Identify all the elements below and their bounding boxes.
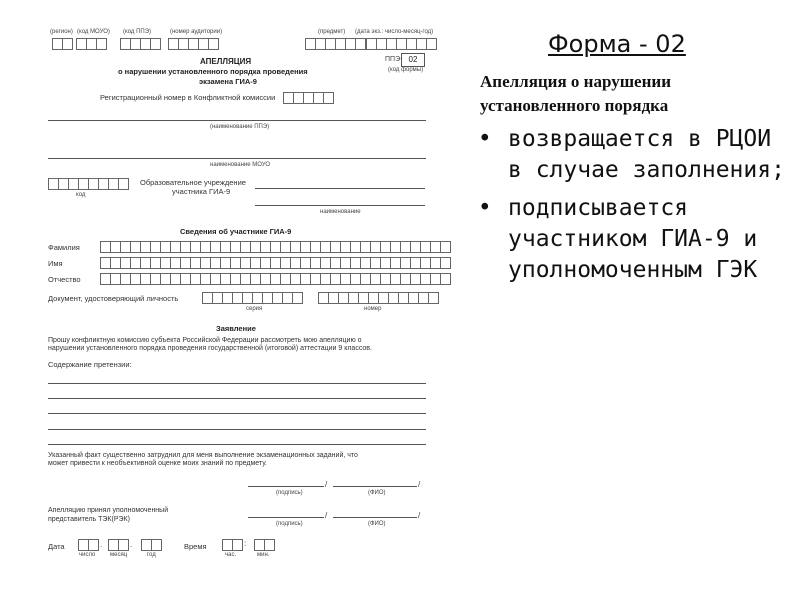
- participant-signature-label: (подпись): [276, 490, 303, 496]
- time-label: Время: [184, 542, 207, 551]
- year-boxes[interactable]: [141, 539, 161, 551]
- day-boxes[interactable]: [78, 539, 98, 551]
- ppe-name-line[interactable]: [48, 120, 426, 121]
- fact-text-line2: может привести к необъективной оценке моих знаний по предмету.: [48, 460, 267, 467]
- exam-date-boxes[interactable]: [366, 38, 436, 50]
- slide-bullet-list: [478, 124, 788, 293]
- reg-number-label: Регистрационный номер в Конфликтной комиссии: [100, 93, 276, 102]
- edu-name-label: наименование: [320, 209, 361, 215]
- form-title-line3: экзамена ГИА-9: [199, 77, 257, 86]
- claim-line-3[interactable]: [48, 413, 426, 414]
- subject-boxes[interactable]: [305, 38, 365, 50]
- fact-text-line1: Указанный факт существенно затруднил для меня выполнение экзаменационных заданий, что: [48, 452, 358, 459]
- claim-content-label: Содержание претензии:: [48, 360, 132, 369]
- firstname-boxes[interactable]: [100, 257, 450, 269]
- form-code-box: 02: [401, 53, 425, 67]
- header-moyo-label: (код МОУО): [77, 29, 110, 35]
- form-code-label: (код формы): [388, 67, 424, 73]
- ppe-boxes[interactable]: [120, 38, 160, 50]
- bullet-signed-by: • подписывается участником ГИА-9 и уполномоченным ГЭК: [478, 193, 788, 286]
- participant-signature-line[interactable]: [248, 486, 324, 487]
- patronymic-label: Отчество: [48, 275, 81, 284]
- ppe-name-label: (наименование ППЭ): [210, 124, 270, 130]
- statement-text-line1: Прошу конфликтную комиссию субъекта Российской Федерации рассмотреть мою апелляцию о: [48, 337, 362, 344]
- header-room-label: (номер аудитории): [170, 29, 223, 35]
- claim-line-4[interactable]: [48, 429, 426, 430]
- doc-series-label: серия: [246, 306, 263, 312]
- hour-boxes[interactable]: [222, 539, 242, 551]
- slide-subtitle: Апелляция о нарушении установленного порядка: [480, 72, 671, 115]
- id-document-label: Документ, удостоверяющий личность: [48, 294, 179, 303]
- edu-label-line1: Образовательное учреждение: [140, 178, 246, 187]
- moyo-name-label: наименование МОУО: [210, 162, 271, 168]
- official-signature-label: (подпись): [276, 521, 303, 527]
- form-title-line2: о нарушении установленного порядка проведения: [118, 67, 308, 76]
- header-date-label: (дата экз.: число-месяц-год): [355, 29, 434, 35]
- reg-number-boxes[interactable]: [283, 92, 333, 104]
- doc-number-label: номер: [364, 306, 382, 312]
- minute-boxes[interactable]: [254, 539, 274, 551]
- participant-fio-line[interactable]: [333, 486, 417, 487]
- header-ppe-label: (код ППЭ): [123, 29, 151, 35]
- edu-code-boxes[interactable]: [48, 178, 128, 190]
- form-title: АПЕЛЛЯЦИЯ: [200, 57, 252, 66]
- claim-line-1[interactable]: [48, 383, 426, 384]
- doc-number-boxes[interactable]: [318, 292, 438, 304]
- patronymic-boxes[interactable]: [100, 273, 450, 285]
- surname-boxes[interactable]: [100, 241, 450, 253]
- header-subject-label: (предмет): [318, 29, 346, 35]
- participant-section-title: Сведения об участнике ГИА-9: [180, 227, 292, 236]
- moyo-boxes[interactable]: [76, 38, 106, 50]
- official-fio-label: (ФИО): [368, 521, 386, 527]
- room-boxes[interactable]: [168, 38, 218, 50]
- region-boxes[interactable]: [52, 38, 72, 50]
- doc-series-boxes[interactable]: [202, 292, 302, 304]
- participant-fio-label: (ФИО): [368, 490, 386, 496]
- hour-label: час.: [225, 552, 237, 558]
- accepted-label-line1: Апелляцию принял уполномоченный: [48, 507, 169, 514]
- month-boxes[interactable]: [108, 539, 128, 551]
- edu-line-1[interactable]: [255, 188, 425, 189]
- day-label: число: [79, 552, 96, 558]
- header-region-label: (регион): [50, 29, 73, 35]
- official-fio-line[interactable]: [333, 517, 417, 518]
- month-label: месяц: [110, 552, 128, 558]
- accepted-label-line2: представитель ТЭК(РЭК): [48, 516, 130, 523]
- claim-line-2[interactable]: [48, 398, 426, 399]
- claim-line-5[interactable]: [48, 444, 426, 445]
- year-label: год: [147, 552, 156, 558]
- ppe-form-label: ППЭ-: [385, 56, 403, 63]
- bullet-returned-to-rcoi: • возвращается в РЦОИ в случае заполнения;: [478, 124, 788, 186]
- slide-title: Форма - 02: [548, 30, 686, 58]
- statement-title: Заявление: [216, 324, 256, 333]
- moyo-name-line[interactable]: [48, 158, 426, 159]
- date-label: Дата: [48, 542, 65, 551]
- statement-text-line2: нарушении установленного порядка проведения государственной (итоговой) аттестации 9 классов.: [48, 345, 372, 352]
- minute-label: мин.: [257, 552, 270, 558]
- edu-label-line2: участника ГИА-9: [172, 187, 231, 196]
- edu-code-label: код: [76, 192, 86, 198]
- firstname-label: Имя: [48, 259, 63, 268]
- official-signature-line[interactable]: [248, 517, 324, 518]
- edu-line-2[interactable]: [255, 205, 425, 206]
- surname-label: Фамилия: [48, 243, 80, 252]
